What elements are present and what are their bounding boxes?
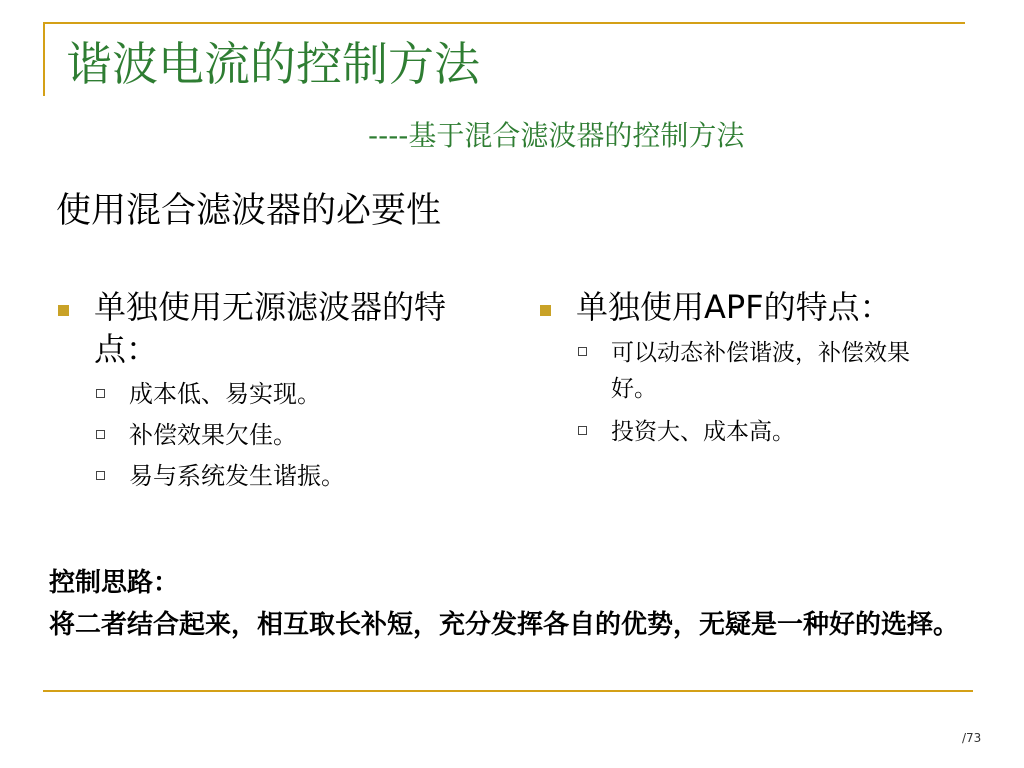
right-sub-item [578,335,960,407]
left-bullet [58,286,478,370]
left-sub-item-text: 易与系统发生谐振。 [129,462,345,490]
strategy-label: 控制思路： [49,568,180,598]
right-sub-item [578,414,960,450]
hollow-square-bullet-icon [578,426,587,435]
strategy-text: 将二者结合起来，相互取长补短，充分发挥各自的优势，无疑是一种好的选择。 [49,610,960,640]
right-bullet-text: 单独使用APF的特点： [576,288,892,326]
left-column [58,286,478,493]
slide-subtitle: ----基于混合滤波器的控制方法 [368,119,745,152]
hollow-square-bullet-icon [96,389,105,398]
left-sub-item [96,459,478,493]
left-sub-item-text: 成本低、易实现。 [129,380,321,408]
square-bullet-icon [58,305,69,316]
left-sub-item [96,377,478,411]
hollow-square-bullet-icon [96,471,105,480]
left-bullet-text: 单独使用无源滤波器的特点： [94,288,447,368]
page-number: /73 [962,731,982,745]
left-rule [43,22,45,96]
right-bullet [540,286,960,328]
left-sub-item [96,418,478,452]
right-column [540,286,960,450]
slide-title: 谐波电流的控制方法 [66,37,480,91]
hollow-square-bullet-icon [578,347,587,356]
bottom-rule [43,690,973,692]
hollow-square-bullet-icon [96,430,105,439]
right-sub-item-text: 投资大、成本高。 [611,419,795,445]
section-heading: 使用混合滤波器的必要性 [56,191,442,231]
left-sub-item-text: 补偿效果欠佳。 [129,421,297,449]
top-rule [43,22,965,24]
square-bullet-icon [540,305,551,316]
right-sub-item-text: 可以动态补偿谐波，补偿效果好。 [611,340,910,402]
strategy-block [49,562,989,646]
